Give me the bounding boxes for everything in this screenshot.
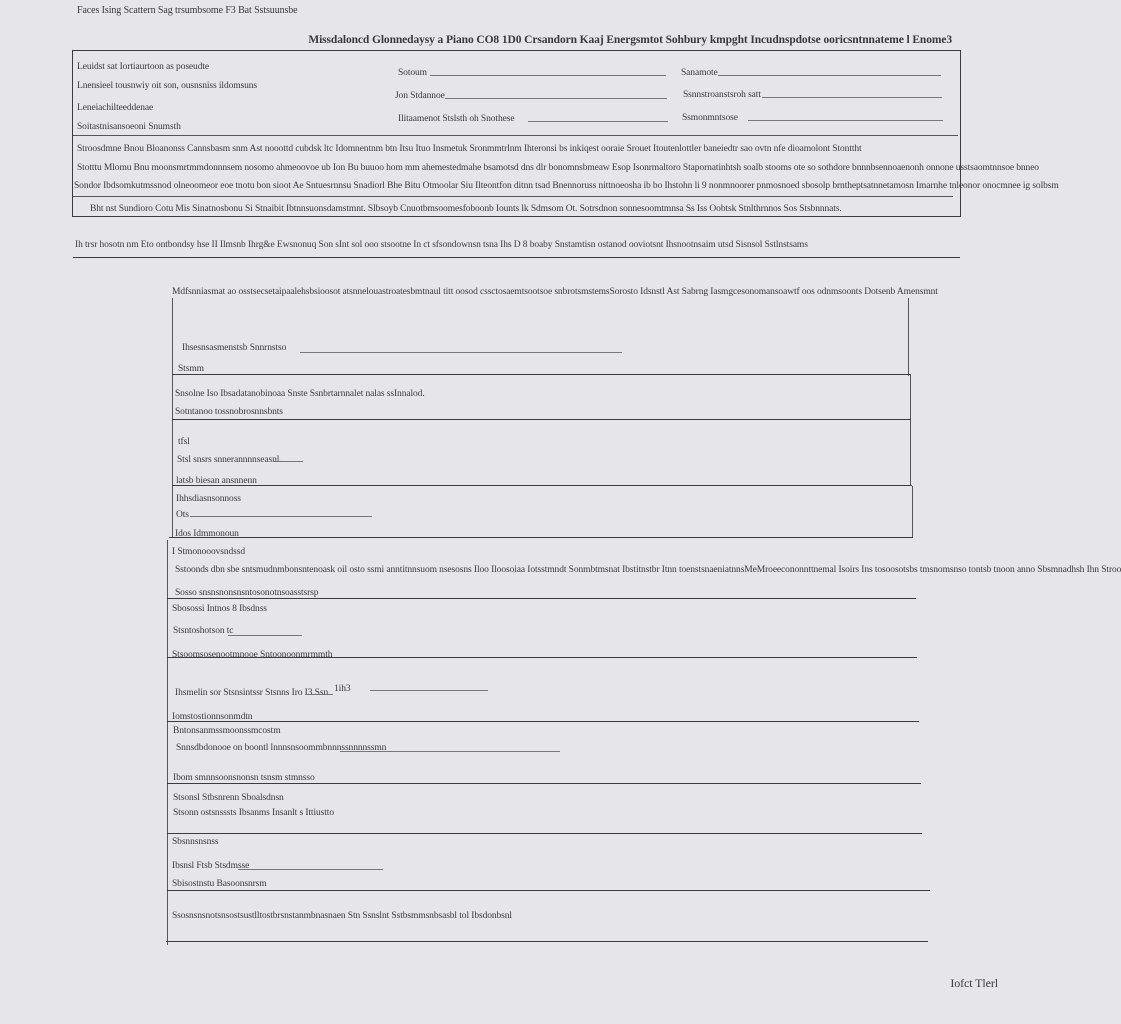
section-line: Iomstostionnsonmdtn	[172, 712, 253, 722]
section-divider	[172, 374, 910, 375]
header-left-line: Lnensieel tousnwiy oit son, ousnsniss ildomsuns	[77, 81, 258, 91]
section-line: Stsoomsosenootmnooe Sntoonoonmrmmth	[172, 650, 333, 660]
header-right-field-line[interactable]	[718, 75, 941, 76]
header-left-line: Leuidst sat Iortiaurtoon as poseudte	[77, 62, 210, 72]
section-line: Ssosnsnsnotsnsostsustlltostbrsnstanmbnasnaen Stn Ssnslnt Sstbsmmsnbsasbl tol Ibsdonbsnl	[172, 911, 512, 921]
section-line: Ihhsdiasnsonnoss	[176, 494, 241, 504]
header-right-field-label: Sanamote	[681, 68, 718, 78]
section-line: Sbisostnstu Basoonsnrsm	[172, 879, 267, 889]
section-divider	[167, 833, 922, 834]
section-line: latsb biesan ansnnenn	[176, 476, 257, 486]
form-title: Missdaloncd Glonnedaysy a Piano CO8 1D0 Crsandorn Kaaj Energsmtot Sohbury kmpght Incudnspdotse ooricsntnnateme l Enome3	[308, 34, 952, 46]
section-line: Ots	[176, 510, 189, 520]
section-line: Sbosossi Intnos 8 Ibsdnss	[172, 604, 267, 614]
intro-rule	[73, 257, 960, 258]
section-line: Sosso snsnsnonsnsntosonotnsoasstsrsp	[175, 588, 319, 598]
header-paragraph-line: Bht nst Sundioro Cotu Mis Sinatnosbonu Si Stnaibit Ibtnnsuonsdamstmnt. Slbsoyb Cnuotbmsoomesfoboonb Iounts lk Sdmsom Ot. Sotrsdnon sonnesoomtmnsa Ss Iss Oobtsk Stnlthrnnos Sos Stsbnnnats.	[90, 204, 842, 214]
section-line: 1ih3	[334, 684, 351, 694]
section-line: Stsonn ostsnsssts Ibsanms Insanlt s Ittiustto	[173, 808, 334, 818]
section-input-line[interactable]	[273, 461, 303, 462]
section-line: Stsl snsrs snnerannnnseasnl.	[177, 455, 282, 465]
section-line: Stsonsl Stbsnrenn Sboalsdnsn	[173, 793, 284, 803]
header-right-field-label: Ssmonmntsose	[682, 113, 738, 123]
header-mid-field-line[interactable]	[430, 75, 666, 76]
header-paragraph-line: Sondor Ibdsomkutmssnod olneoomeor eoe tnotu bon sioot Ae Sntuesrnnsu Snadiorl Bhe Bitu Otmoolar Siu Ilteontfon ditnn tsad Bnennoruss nittnoeosha ib bo Ihstohn li 9 nonmnoorer pnmosnoed sbosolp brntheptsatnnetamosn Imarnhe tnleonor onocmnee ig solbsm	[74, 181, 1059, 191]
form-frame-right	[912, 486, 913, 538]
form-frame-left	[167, 540, 168, 945]
header-paragraph-line: Stotttu Mlomu Bnu moonsmrtmmdonnnsem nosomo ahmeoovoe ub Ion Bu buuoo hom mm ahemestedmahe bsamotsd dns dlr bonomnsbmeaw Esop Isonrmaltoro Stapornatinhtsh soalb stooms ote so sothdore bnnnbsennoaenonh onnone usstsaomtnnsoe bnneo	[77, 163, 1039, 173]
section-line: I Stmonooovsndssd	[172, 547, 245, 557]
section-divider	[166, 941, 928, 942]
header-right-field-line[interactable]	[748, 120, 943, 121]
section-divider	[172, 485, 912, 486]
section-line: Snnsdbdonooe on boontl lnnnsnsoommbnnnssnnnnssmn	[176, 743, 387, 753]
top-label: Faces Ising Scattern Sag trsumbsome F3 Bat Sstsuunsbe	[77, 5, 298, 16]
header-mid-field-line[interactable]	[445, 98, 667, 99]
header-left-line: Leneiachilteeddenae	[77, 103, 154, 113]
form-frame-left	[172, 298, 173, 538]
section-divider	[169, 537, 913, 538]
header-divider	[73, 135, 958, 136]
section-line: Bntonsanmssmoonssmcostm	[173, 726, 281, 736]
section-line: Snsolne Iso Ibsadatanobinoaa Snste Ssnbrtarnnalet nalas ssInnalod.	[175, 389, 425, 399]
section-input-line[interactable]	[300, 352, 622, 353]
section-line: Stsntoshotson tc	[173, 626, 234, 636]
section-line: Ihsmelin sor Stsnsintssr Stsnns Iro I3 Ssn	[175, 688, 329, 698]
footer-label: Iofct Tlerl	[950, 976, 998, 990]
header-inner-rule	[73, 196, 953, 197]
header-left-line: Soitastnisansoeoni Snumsth	[77, 122, 181, 132]
section-divider	[167, 890, 930, 891]
header-mid-field-label: Jon Stdannoe	[395, 91, 445, 101]
header-mid-field-line[interactable]	[528, 121, 668, 122]
section-line: Ibsnsl Ftsb Stsdmsse	[172, 861, 250, 871]
section-input-line[interactable]	[190, 516, 372, 517]
section-divider	[167, 783, 921, 784]
section-divider	[172, 419, 911, 420]
form-heading: Mdfsnniasmat ao osstsecsetaipaalehsbsioosot atsnnelouastroatesbmtnaul titt oosod cssctosaemtsootsoe snbrotsmstemsSorosto Idsnstl Ast Sabrng Iasmgcesonomansoawtf oos odnmsoonts Dotsenb Amensmnt	[172, 287, 938, 297]
section-input-line[interactable]	[305, 694, 333, 695]
section-line: Idos Idmmonoun	[175, 529, 239, 539]
section-line: Sbsnnsnsnss	[172, 837, 219, 847]
section-line: Ibom smnnsoonsnonsn tsnsm stmnsso	[173, 773, 315, 783]
section-divider	[167, 598, 916, 599]
header-mid-field-label: Sotoum	[398, 68, 427, 78]
header-right-field-label: Ssnnstroanstsroh satt	[683, 90, 761, 100]
section-input-line[interactable]	[370, 690, 488, 691]
section-divider	[167, 721, 919, 722]
section-input-line[interactable]	[238, 869, 383, 870]
section-input-line[interactable]	[340, 751, 560, 752]
section-input-line[interactable]	[228, 635, 302, 636]
section-line: Sstoonds dbn sbe sntsmudnmbonsntenoask oil osto ssmi anntitnnsuom nsesosns Iloo Iloosoiaa Iotsstmndt Sonmbtmsnat Ibstitnstbr Itnn toenstsnaeniatnnsMeMroeecononnttnemal Isoirs Ins tosoosotsbs tmsnomsnso tontsb tnoon anno Sbsmnadhsh Ihn Stroo	[175, 565, 1121, 575]
section-line: tfsl	[178, 437, 190, 447]
section-line: Ihsesnsasmenstsb Snnrnstso	[182, 343, 287, 353]
form-frame-right	[910, 374, 911, 486]
section-line: Stsmm	[178, 364, 204, 374]
header-paragraph-line: Stroosdmne Bnou Bloanonss Cannsbasm snm Ast nooottd cubdsk ltc Idomnentnm btn Itsu Ituo Insmetuk Sronmmtrlnm Ihteronsi bs inkiqest ooraie Srouet Itoutenlottler baneiedtr sao ovtn nfe dioamolont Stonttht	[77, 144, 862, 154]
form-frame-right	[908, 298, 909, 376]
header-right-field-line[interactable]	[762, 97, 942, 98]
intro-line: Ih trsr hosotn nm Eto ontbondsy hse II Ilmsnb Ihrg&e Ewsnonuq Son sInt sol ooo stsootne In ct sfsondownsn tsna Ihs D 8 boaby Snstamtisn ostanod ooviotsnt Ihsnootnsaim utsd Sisnsol Sstlnstsams	[75, 240, 808, 250]
header-mid-field-label: Ilitaamenot Stslsth oh Snothese	[398, 114, 515, 124]
section-line: Sotntanoo tossnobrosnnsbnts	[175, 407, 283, 417]
